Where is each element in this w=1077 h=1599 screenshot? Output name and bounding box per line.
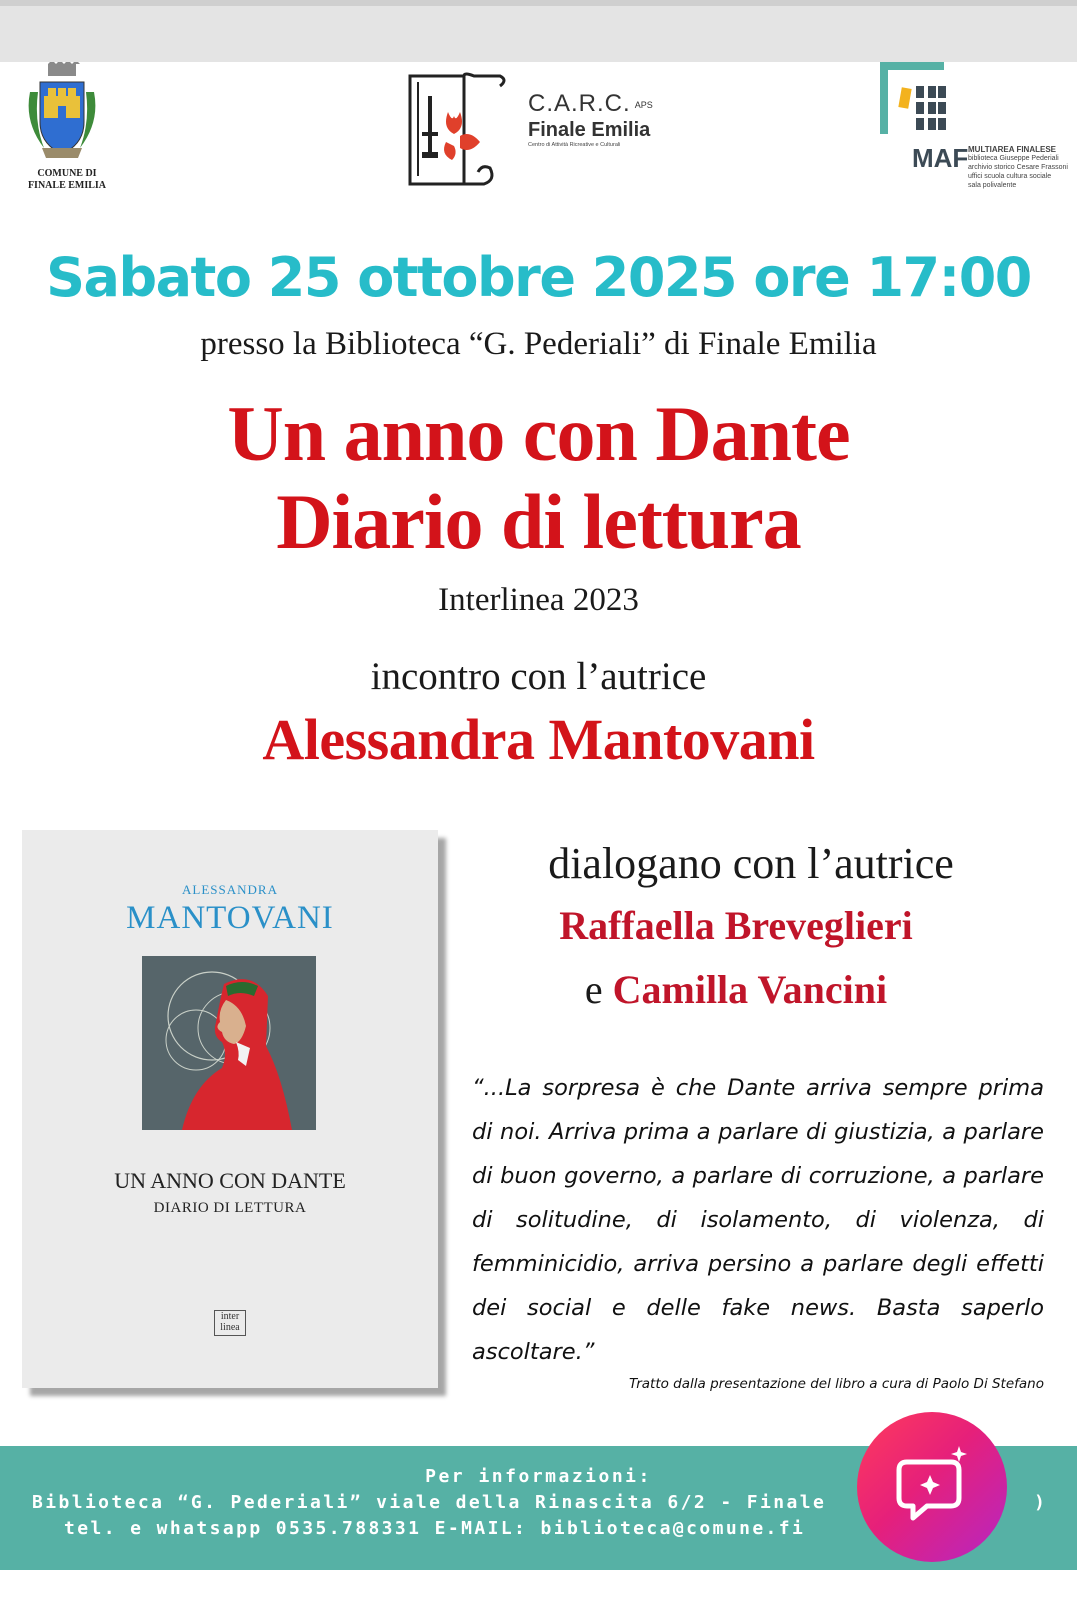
event-date: Sabato 25 ottobre 2025 ore 17:00 [46, 246, 1031, 309]
ai-sparkle-chat-icon [857, 1412, 1007, 1562]
carc-name: C.A.R.C. APS [528, 90, 653, 117]
maf-logo-icon [880, 62, 950, 142]
speaker-2-line: e Camilla Vancini [584, 967, 888, 1012]
top-bar [0, 0, 1077, 62]
carc-logo-icon [404, 72, 514, 188]
cover-author-first: ALESSANDRA [182, 882, 278, 897]
cover-author-last: MANTOVANI [126, 900, 334, 936]
comune-label: COMUNE DI FINALE EMILIA [27, 168, 107, 191]
interlinea-logo: inter linea [214, 1310, 246, 1336]
meeting-intro: incontro con l’autrice [370, 655, 707, 698]
ai-assistant-button[interactable] [857, 1412, 1007, 1562]
event-venue: presso la Biblioteca “G. Pederiali” di Finale Emilia [200, 326, 877, 362]
carc-subtitle: Centro di Attività Ricreative e Culturali [528, 142, 621, 148]
footer-address-tail: ) [1034, 1492, 1045, 1513]
top-bar-edge [0, 0, 1077, 6]
quote-credit: Tratto dalla presentazione del libro a cura di Paolo Di Stefano [629, 1376, 1044, 1392]
maf-description: MULTIAREA FINALESE biblioteca Giuseppe Pederiali archivio storico Cesare Frassoni uffici scuola cultura sociale sala polivalente [968, 145, 1068, 189]
comune-crest-icon [24, 62, 100, 166]
speaker-2: Camilla Vancini [612, 967, 888, 1012]
footer-contacts: tel. e whatsapp 0535.788331 E-MAIL: biblioteca@comune.fi [64, 1518, 806, 1539]
carc-city: Finale Emilia [528, 119, 651, 141]
speaker-1: Raffaella Breveglieri [559, 903, 913, 948]
maf-name: MAF [912, 143, 969, 173]
dante-portrait-icon [142, 956, 316, 1130]
book-publisher: Interlinea 2023 [438, 582, 639, 618]
book-title-line2: Diario di lettura [276, 478, 801, 565]
quote-text: “...La sorpresa è che Dante arriva sempre prima di noi. Arriva prima a parlare di giustizia, a parlare di buon governo, a parlare di corruzione, a parlare di solitudine, di isolamento, di violenza, di femminicidio, arriva persino a parlare degli effetti dei social e delle fake news. Basta saperlo ascoltare.” [472, 1075, 1044, 1365]
bottom-margin [0, 1570, 1077, 1599]
footer-address: Biblioteca “G. Pederiali” viale della Rinascita 6/2 - Finale [32, 1492, 827, 1513]
book-title-line1: Un anno con Dante [227, 390, 850, 477]
cover-subtitle: DIARIO DI LETTURA [153, 1200, 307, 1216]
author-name: Alessandra Mantovani [262, 707, 815, 772]
dialogue-intro: dialogano con l’autrice [548, 839, 954, 888]
cover-title: UN ANNO CON DANTE [114, 1168, 346, 1193]
book-cover [22, 830, 438, 1388]
footer-heading: Per informazioni: [425, 1466, 652, 1487]
